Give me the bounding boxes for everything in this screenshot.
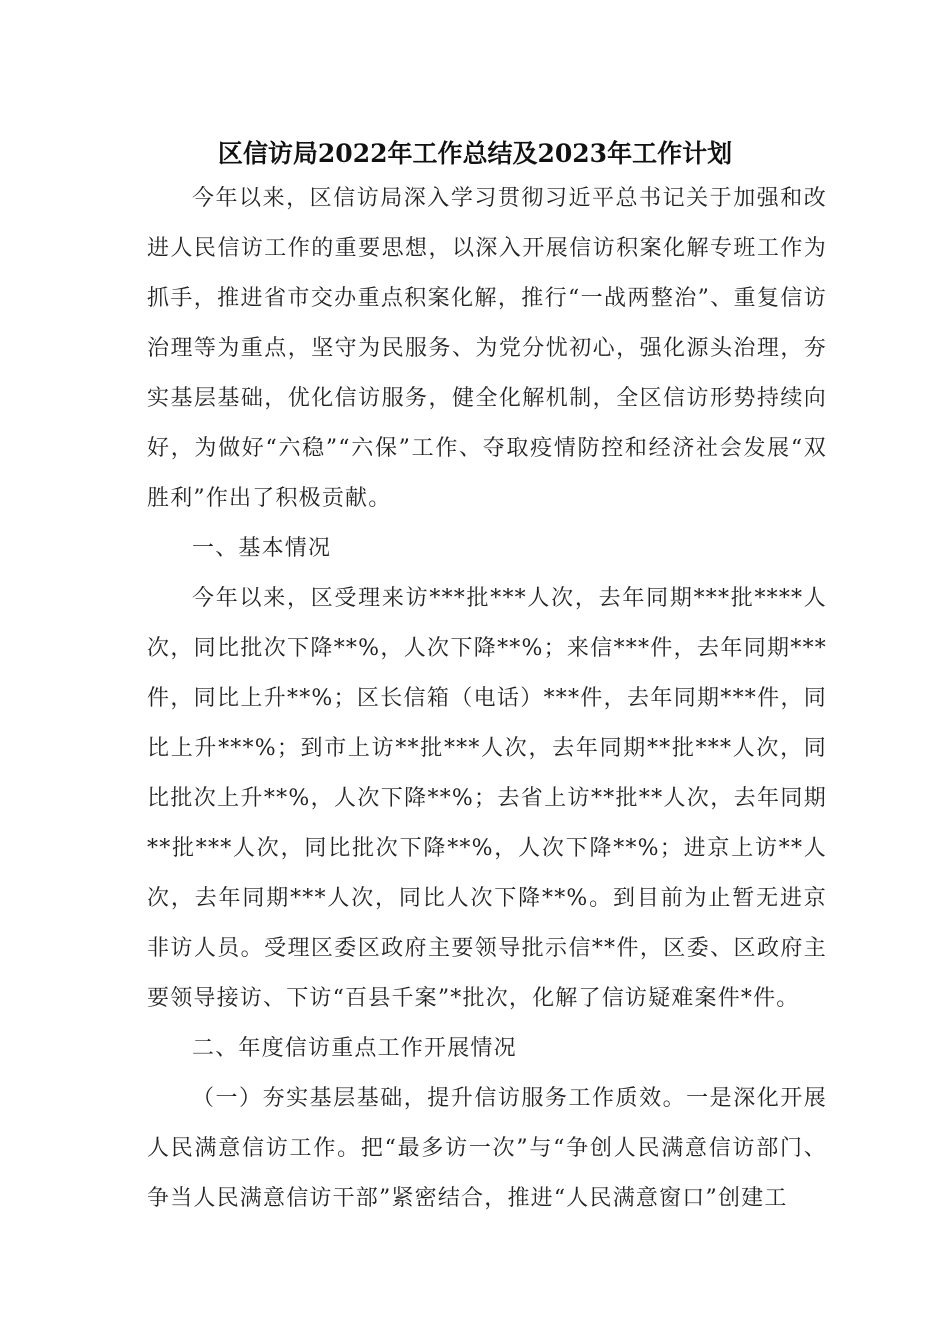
section-heading-key-work: 二、年度信访重点工作开展情况 [192,1036,517,1061]
basic-situation-paragraph: 今年以来，区受理来访***批***人次，去年同期***批****人次，同比批次下降**%，人次下降**%；来信***件，去年同期***件，同比上升**%；区长信箱（电话）***件，去年同期***件，同比上升***%；到市上访**批***人次，去年同期**批***人次，同比批次上升**%，人次下降**%；去省上访**批**人次，去年同期**批***人次，同比批次下降**%，人次下降**%；进京上访**人次，去年同期***人次，同比人次下降**%。到目前为止暂无进京非访人员。受理区委区政府主要领导批示信**件，区委、区政府主要领导接访、下访“百县千案”*批次，化解了信访疑难案件*件。 [147,586,827,1011]
section-heading-basic-situation: 一、基本情况 [192,536,332,561]
key-work-paragraph: （一）夯实基层基础，提升信访服务工作质效。一是深化开展人民满意信访工作。把“最多访一次”与“争创人民满意信访部门、争当人民满意信访干部”紧密结合，推进“人民满意窗口”创建工 [147,1086,827,1211]
document-title: 区信访局2022年工作总结及2023年工作计划 [217,139,733,168]
intro-paragraph: 今年以来，区信访局深入学习贯彻习近平总书记关于加强和改进人民信访工作的重要思想，以深入开展信访积案化解专班工作为抓手，推进省市交办重点积案化解，推行“一战两整治”、重复信访治理等为重点，坚守为民服务、为党分忧初心，强化源头治理，夯实基层基础，优化信访服务，健全化解机制，全区信访形势持续向好，为做好“六稳”“六保”工作、夺取疫情防控和经济社会发展“双胜利”作出了积极贡献。 [147,186,827,511]
